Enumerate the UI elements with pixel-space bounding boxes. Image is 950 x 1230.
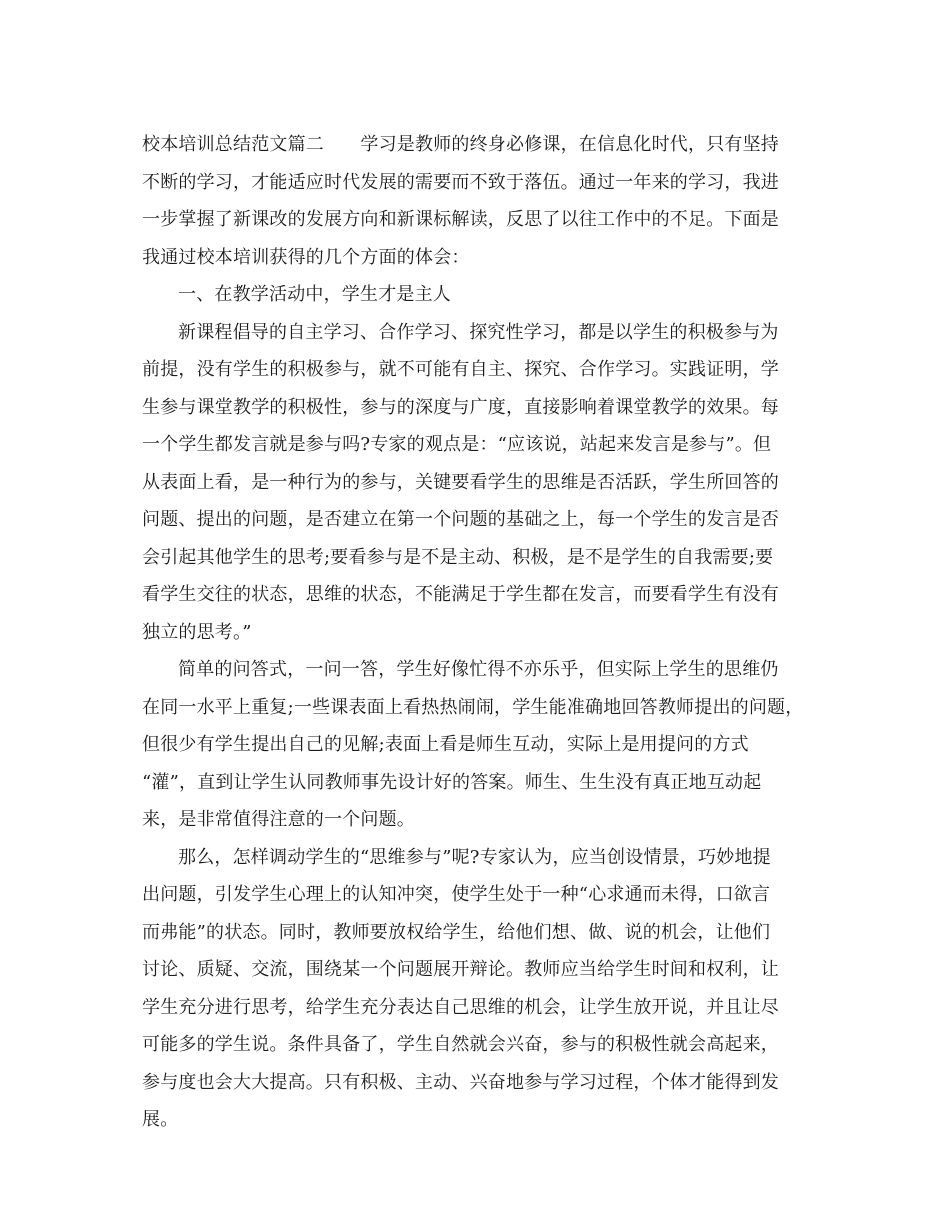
text-line: 而弗能”的状态。同时，教师要放权给学生，给他们想、做、说的机会，让他们	[142, 921, 771, 943]
text-line: 简单的问答式，一问一答，学生好像忙得不亦乐乎，但实际上学生的思维仍	[178, 659, 779, 680]
text-line: 一步掌握了新课改的发展方向和新课标解读，反思了以往工作中的不足。下面是	[142, 209, 779, 230]
text-line: 一个学生都发言就是参与吗?专家的观点是：“应该说，站起来发言是参与”。但	[142, 434, 772, 455]
text-line: 参与度也会大大提高。只有积极、主动、兴奋地参与学习过程，个体才能得到发	[142, 1071, 779, 1093]
text-line: 不断的学习，才能适应时代发展的需要而不致于落伍。通过一年来的学习，我进	[142, 171, 779, 193]
text-line: 那么，怎样调动学生的“思维参与”呢?专家认为，应当创设情景，巧妙地提	[178, 846, 771, 868]
text-line: “灌”，直到让学生认同教师事先设计好的答案。师生、生生没有真正地互动起	[142, 771, 762, 793]
text-line: 出问题，引发学生心理上的认知冲突，使学生处于一种“心求通而未得，口欲言	[142, 884, 771, 905]
text-line: 生参与课堂教学的积极性，参与的深度与广度，直接影响着课堂教学的效果。每	[142, 396, 779, 418]
text-line: 一、在教学活动中，学生才是主人	[178, 284, 451, 305]
text-line: 来，是非常值得注意的一个问题。	[142, 809, 415, 830]
text-line: 讨论、质疑、交流，围绕某一个问题展开辩论。教师应当给学生时间和权利，让	[142, 959, 779, 980]
text-line: 新课程倡导的自主学习、合作学习、探究性学习，都是以学生的积极参与为	[178, 321, 779, 343]
text-line: 问题、提出的问题，是否建立在第一个问题的基础之上，每一个学生的发言是否	[142, 509, 779, 530]
document-body	[142, 126, 814, 1139]
text-line: 学生充分进行思考，给学生充分表达自己思维的机会，让学生放开说，并且让尽	[142, 996, 779, 1018]
text-line: 展。	[142, 1109, 179, 1130]
text-line: 我通过校本培训获得的几个方面的体会：	[142, 246, 470, 268]
text-line: 从表面上看，是一种行为的参与，关键要看学生的思维是否活跃，学生所回答的	[142, 471, 779, 493]
text-line: 独立的思考。”	[142, 621, 252, 643]
text-line: 校本培训总结范文篇二 学习是教师的终身必修课，在信息化时代，只有坚持	[142, 134, 779, 155]
text-line: 可能多的学生说。条件具备了，学生自然就会兴奋，参与的积极性就会高起来，	[142, 1034, 779, 1055]
text-line: 会引起其他学生的思考;要看参与是不是主动、积极，是不是学生的自我需要;要	[142, 546, 774, 568]
text-line: 在同一水平上重复;一些课表面上看热热闹闹，学生能准确地回答教师提出的问题，	[142, 696, 804, 718]
text-line: 看学生交往的状态，思维的状态，不能满足于学生都在发言，而要看学生有没有	[142, 584, 779, 605]
text-line: 前提，没有学生的积极参与，就不可能有自主、探究、合作学习。实践证明，学	[142, 359, 779, 380]
text-line: 但很少有学生提出自己的见解;表面上看是师生互动，实际上是用提问的方式	[142, 734, 749, 755]
